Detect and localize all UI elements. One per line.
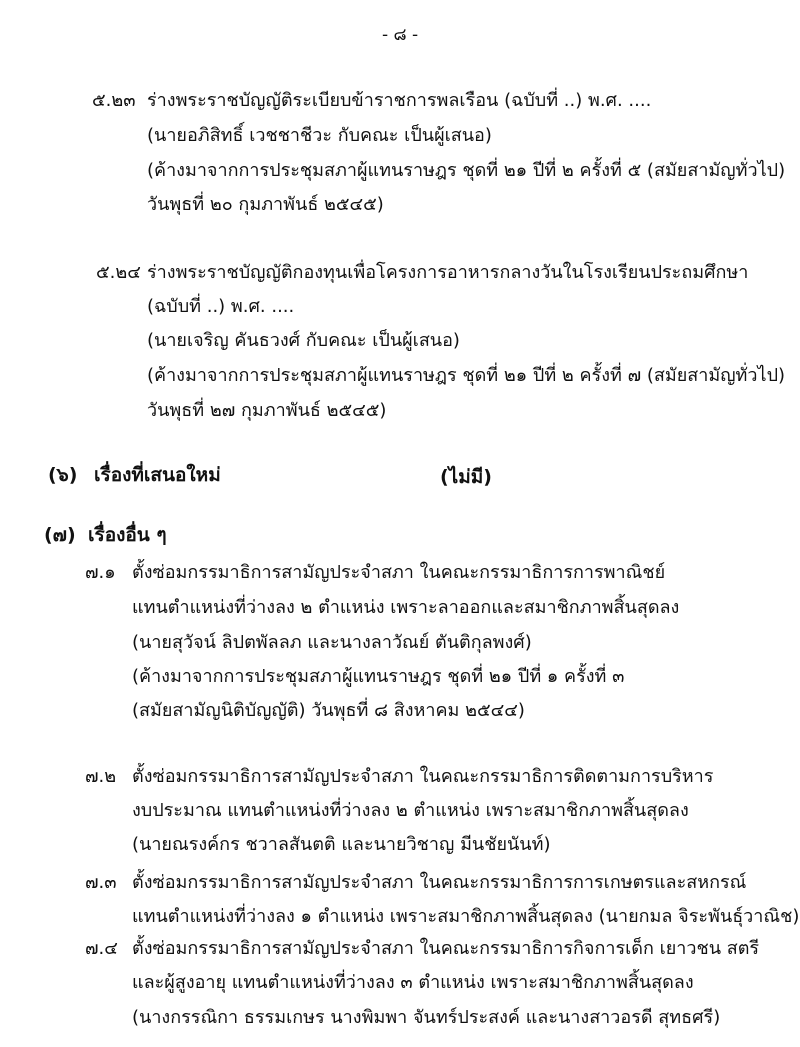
item-line: (นายเจริญ คันธวงศ์ กับคณะ เป็นผู้เสนอ) (147, 330, 460, 351)
section-title: เรื่องอื่น ๆ (88, 524, 167, 546)
item-line: (ค้างมาจากการประชุมสภาผู้แทนราษฎร ชุดที่ ๒๑ ปีที่ ๒ ครั้งที่ ๗ (สมัยสามัญทั่วไป) (147, 365, 786, 386)
item-number: ๕.๒๔ (96, 262, 141, 283)
item-line: ตั้งซ่อมกรรมาธิการสามัญประจำสภา ในคณะกรรมาธิการติดตามการบริหาร (132, 766, 714, 787)
section-number: (๖) (48, 464, 78, 486)
item-line: (นางกรรณิกา ธรรมเกษร นางพิมพา จันทร์ประสงค์ และนางสาวอรดี สุทธศรี) (132, 1007, 721, 1028)
item-line: งบประมาณ แทนตำแหน่งที่ว่างลง ๒ ตำแหน่ง เพราะสมาชิกภาพสิ้นสุดลง (132, 800, 689, 821)
item-line: (นายณรงค์กร ชวาลสันตติ และนายวิชาญ มีนชัยนันท์) (132, 834, 551, 855)
item-number: ๗.๓ (85, 872, 117, 893)
item-line: แทนตำแหน่งที่ว่างลง ๒ ตำแหน่ง เพราะลาออกและสมาชิกภาพสิ้นสุดลง (132, 597, 680, 618)
section-title: เรื่องที่เสนอใหม่ (94, 464, 221, 486)
item-line: แทนตำแหน่งที่ว่างลง ๑ ตำแหน่ง เพราะสมาชิกภาพสิ้นสุดลง (นายกมล จิระพันธุ์วาณิช) (132, 906, 800, 927)
item-line: วันพุธที่ ๒๗ กุมภาพันธ์ ๒๕๔๕) (147, 400, 387, 421)
item-line: ร่างพระราชบัญญัติระเบียบข้าราชการพลเรือน (ฉบับที่ ..) พ.ศ. .... (147, 90, 652, 111)
item-line: (สมัยสามัญนิติบัญญัติ) วันพุธที่ ๘ สิงหาคม ๒๕๔๔) (132, 700, 525, 721)
item-line: (นายสุวัจน์ ลิปตพัลลภ และนางลาวัณย์ ตันติกุลพงศ์) (132, 632, 532, 653)
section-note: (ไม่มี) (440, 466, 492, 488)
item-line: (นายอภิสิทธิ์ เวชชาชีวะ กับคณะ เป็นผู้เสนอ) (147, 125, 492, 146)
item-line: ตั้งซ่อมกรรมาธิการสามัญประจำสภา ในคณะกรรมาธิการกิจการเด็ก เยาวชน สตรี (132, 938, 760, 959)
item-line: (ค้างมาจากการประชุมสภาผู้แทนราษฎร ชุดที่ ๒๑ ปีที่ ๑ ครั้งที่ ๓ (132, 666, 625, 687)
item-line: ตั้งซ่อมกรรมาธิการสามัญประจำสภา ในคณะกรรมาธิการการพาณิชย์ (132, 562, 666, 583)
item-number: ๗.๒ (85, 766, 117, 787)
item-number: ๗.๔ (85, 938, 118, 959)
item-number: ๗.๑ (85, 562, 116, 583)
section-number: (๗) (44, 524, 76, 546)
item-line: (ฉบับที่ ..) พ.ศ. .... (147, 296, 295, 317)
item-line: (ค้างมาจากการประชุมสภาผู้แทนราษฎร ชุดที่ ๒๑ ปีที่ ๒ ครั้งที่ ๕ (สมัยสามัญทั่วไป) (147, 160, 786, 181)
item-number: ๕.๒๓ (92, 90, 136, 111)
item-line: และผู้สูงอายุ แทนตำแหน่งที่ว่างลง ๓ ตำแหน่ง เพราะสมาชิกภาพสิ้นสุดลง (132, 972, 694, 993)
page-number: - ๘ - (382, 25, 419, 45)
item-line: ตั้งซ่อมกรรมาธิการสามัญประจำสภา ในคณะกรรมาธิการการเกษตรและสหกรณ์ (132, 872, 747, 893)
item-line: วันพุธที่ ๒๐ กุมภาพันธ์ ๒๕๔๕) (147, 194, 384, 215)
item-line: ร่างพระราชบัญญัติกองทุนเพื่อโครงการอาหารกลางวันในโรงเรียนประถมศึกษา (147, 262, 749, 283)
